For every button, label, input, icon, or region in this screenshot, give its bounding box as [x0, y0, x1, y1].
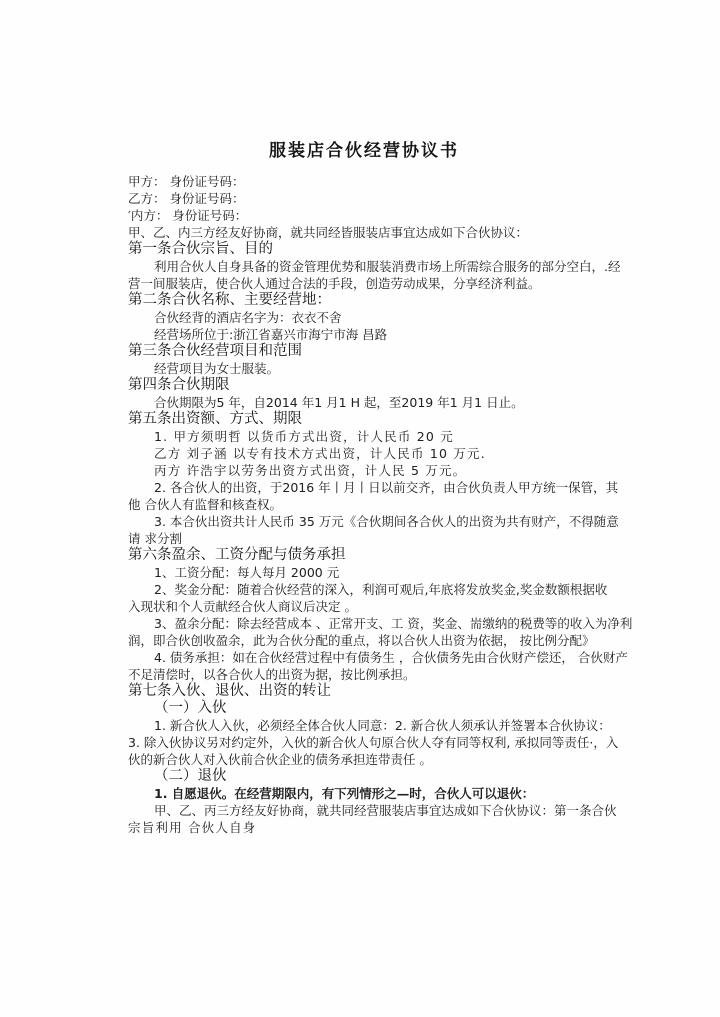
party-a-line: 甲方： 身份证号码： — [128, 174, 245, 189]
doc-line: 合伙期限为5 年，自2014 年1 月1 H 起，至2019 年1 月1 日止。 — [154, 395, 524, 410]
section-4-heading: 第四条合伙期限 — [128, 377, 230, 393]
doc-line: 4. 债务承担：如在合伙经营过程中有债务生 ，合伙债务先由合伙财产偿还， 合伙财产 — [154, 650, 628, 665]
doc-line: 宗旨利用 合伙人自身 — [128, 820, 257, 835]
section-2-heading: 第二条合伙名称、主要经营地： — [128, 292, 331, 308]
document-body — [128, 173, 633, 836]
doc-line: 3. 本合伙出资共计人民币 35 万元《合伙期间各合伙人的出资为共有财产，不得随意 — [154, 514, 619, 529]
doc-line: 1. 甲方须明哲 以货币方式出资，计人民币 20 元 — [154, 429, 454, 444]
doc-line: 经营场所位于:浙江省嘉兴市海宁市海 昌路 — [154, 327, 388, 342]
section-3-heading: 第三条合伙经营项目和范围 — [128, 343, 302, 359]
party-c-line: ′内方： 身份证号码： — [128, 208, 248, 223]
doc-line: 丙方 许浩宇以劳务出资方式出资，计人民 5 万元。 — [154, 463, 467, 478]
doc-line: 1、工资分配：每人每月 2000 元 — [154, 565, 340, 580]
doc-line: 请 求分割 — [128, 531, 182, 546]
doc-line: 3、盈余分配：除去经营成本 、正常开支、工 资，奖金、耑缴纳的税费等的收入为净利 — [154, 616, 633, 631]
subsection-1-heading: （一）入伙 — [154, 700, 227, 716]
doc-line: 2、奖金分配：随着合伙经营的深入，利润可观后,年底将发放奖金,奖金数额根据收 — [154, 582, 608, 597]
doc-line: 甲、乙、丙三方经友好协商，就共同经营服装店事宜达成如下合伙协议：第一条合伙 — [154, 803, 617, 818]
document-title: 服装店合伙经营协议书 — [269, 141, 459, 161]
doc-line: 伙的新合伙人对入伙前合伙企业的债务承担连带责任 。 — [128, 752, 432, 767]
doc-line: 不足清偿时，以各合伙人的出资为据，按比例承担。 — [128, 667, 416, 682]
section-1-heading: 第一条合伙宗旨、目的 — [128, 241, 273, 257]
preamble-line: 甲、乙、内三方经友好协商，就共同经皆服装店事宜达成如下合伙协议： — [128, 225, 529, 240]
doc-line: 他 合伙人有监督和核查权。 — [128, 497, 282, 512]
doc-line: 合伙经背的酒店名字为：衣衣不舍 — [154, 310, 342, 325]
doc-line: 1. 新合伙人入伙，必须经全体合伙人同意：2. 新合伙人须承认并签署本合伙协议： — [154, 718, 611, 733]
section-6-heading: 第六条盈余、工资分配与债务承担 — [128, 547, 346, 563]
doc-line: 入现状和个人贡献经合伙人商议后决定 。 — [128, 599, 357, 614]
doc-line: 乙方 刘子涵 以专有技术方式出资，计人民币 10 万元. — [154, 446, 486, 461]
party-b-line: 乙方： 身份证号码： — [128, 191, 245, 206]
doc-line: 3. 除入伙协议另对约定外，入伙的新合伙人句原合伙人夺有同等权利, 承拟同等责任·，入 — [128, 735, 619, 750]
section-7-heading: 第七条入伙、退伙、出资的转让 — [128, 683, 331, 699]
doc-line: 1. 自愿退伙。在经营期限内，有下列情形之—时，合伙人可以退伙： — [154, 786, 535, 801]
doc-line: 经营项目为女士服装。 — [154, 361, 280, 376]
doc-line: 利用合伙人自身具备的资金管理优势和服装消费市场上所需综合服务的部分空白，.经 — [154, 259, 621, 274]
doc-line: 润，即合伙创收盈余，此为合伙分配的重点，将以合伙人出资为依据， 按比例分配》 — [128, 633, 595, 648]
doc-line: 2. 各合伙人的出资，于2016 年丨月丨日以前交齐，由合伙负责人甲方统一保管，其 — [154, 480, 619, 495]
doc-line: 营一间服装店，使合伙人通过合法的手段，创造劳动成果，分享经济利益。 — [128, 276, 541, 291]
section-5-heading: 第五条出资额、方式、期限 — [128, 411, 302, 427]
subsection-2-heading: （二）退伙 — [154, 768, 227, 784]
